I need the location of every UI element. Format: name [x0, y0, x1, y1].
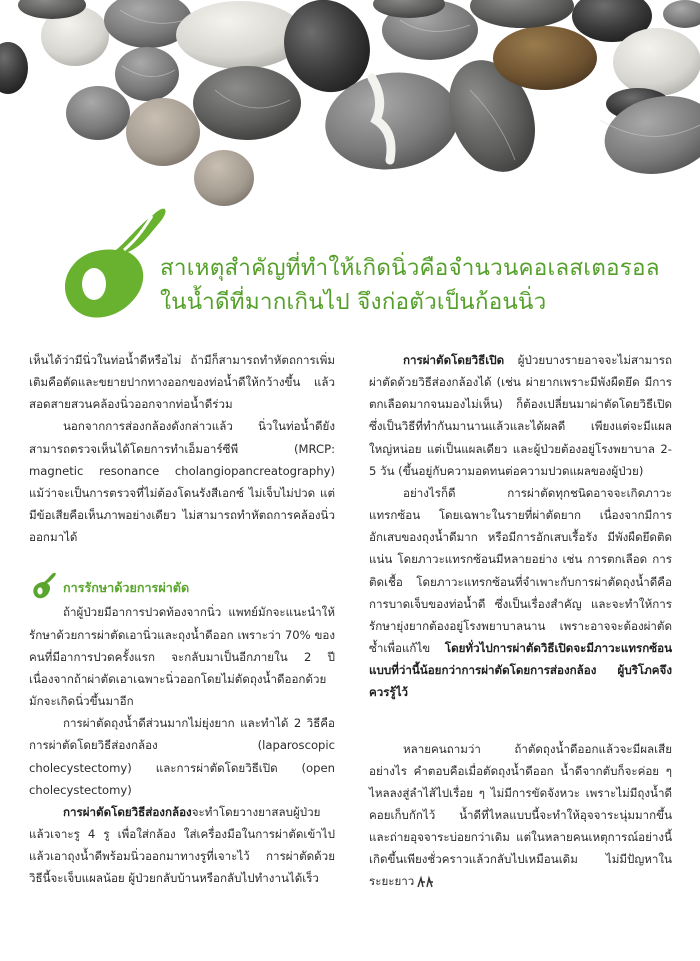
paragraph [369, 738, 672, 893]
decorative-end-mark-icon [416, 876, 434, 888]
paragraph [29, 801, 335, 890]
paragraph: ถ้าผู้ป่วยมีอาการปวดท้องจากนิ่ว แพทย์มักจะแนะนำให้รักษาด้วยการผ่าตัดเอานิ่วและถุงน้ำดีออก เพราะว่า 70% ของคนที่มีอาการปวดครั้งแรก จะกลับมาเป็นอีกภายใน 2 ปี เนื่องจากถ้าผ่าตัดเอาเฉพาะนิ่วออกโดยไม่ตัดถุงน้ำดีออกด้วย มักจะเกิดนิ่วขึ้นมาอีก [29, 605, 335, 709]
paragraph: การผ่าตัดถุงน้ำดีส่วนมากไม่ยุ่งยาก และทำได้ 2 วิธีคือ การผ่าตัดโดยวิธีส่องกล้อง (laparoscopic cholecystectomy) และการผ่าตัดโดยวิธีเปิด (open cholecystectomy) [29, 716, 335, 797]
left-column [29, 349, 335, 889]
bold-conclusion: โดยทั่วไปการผ่าตัดวิธีเปิดจะมีภาวะแทรกซ้อนแบบที่ว่านี้น้อยกว่าการผ่าตัดโดยการส่องกล้อง ผู้บริโภคจึงควรรู้ไว้ [369, 641, 672, 700]
paragraph-text: ผู้ป่วยบางรายอาจจะไม่สามารถผ่าตัดด้วยวิธีส่องกล้องได้ (เช่น ผ่ายากเพราะมีพังผืดยึด มีการตกเลือดมากจนมองไม่เห็น) ก็ต้องเปลี่ยนมาผ่าตัดโดยวิธีเปิด ซึ่งเป็นวิธีที่ทำกันมานานแล้วและได้ผลดี เพียงแต่จะมีแผลใหญ่หน่อย แต่เป็นแผลเดียว และผู้ป่วยต้องอยู่โรงพยาบาล 2-5 วัน (ขึ้นอยู่กับความอดทนต่อความปวดแผลของผู้ป่วย) [369, 353, 672, 478]
gallbladder-icon [58, 200, 170, 328]
pebbles-photo [0, 0, 700, 215]
right-column [369, 349, 672, 893]
bold-lead: การผ่าตัดโดยวิธีส่องกล้อง [63, 804, 192, 819]
headline-line-2: ในน้ำดีที่มากเกินไป จึงก่อตัวเป็นก้อนนิ่ว [160, 289, 547, 315]
section-heading [29, 577, 335, 601]
bold-lead: การผ่าตัดโดยวิธีเปิด [403, 353, 505, 367]
paragraph-text: จะทำโดยวางยาสลบผู้ป่วย แล้วเจาะรู 4 รู เพื่อใส่กล้อง ใส่เครื่องมือในการผ่าตัดเข้าไป แล้วเอาถุงน้ำดีพร้อมนิ่วออกมาทางรูที่เจาะไว้ การผ่าตัดด้วยวิธีนี้จะเจ็บแผลน้อย ผู้ป่วยกลับบ้านหรือกลับไปทำงานได้เร็ว [29, 804, 335, 886]
paragraph [369, 349, 672, 482]
paragraph: นอกจากการส่องกล้องดังกล่าวแล้ว นิ่วในท่อน้ำดียังสามารถตรวจเห็นได้โดยการทำเอ็มอาร์ซีพี (MRCP: magnetic resonance cholangiopancreatography) แม้ว่าจะเป็นการตรวจที่ไม่ต้องโดนรังสีเอกซ์ ไม่เจ็บไม่ปวด แต่มีข้อเสียคือเห็นภาพอย่างเดียว ไม่สามารถทำหัตถการคล้องนิ่วออกมาได้ [29, 419, 335, 545]
paragraph-text: อย่างไรก็ดี การผ่าตัดทุกชนิดอาจจะเกิดภาวะแทรกซ้อน โดยเฉพาะในรายที่ผ่าตัดยาก เนื่องจากมีการอักเสบของถุงน้ำดีมาก หรือมีการอักเสบเรื้อรัง มีพังผืดยึดติดแน่น โดยภาวะแทรกซ้อนมีหลายอย่าง เช่น การตกเลือด การติดเชื้อ โดยภาวะแทรกซ้อนที่จำเพาะกับการผ่าตัดถุงน้ำดีคือการบาดเจ็บของท่อน้ำดี ซึ่งเป็นเรื่องสำคัญ และจะทำให้การรักษายุ่งยากต้องอยู่โรงพยาบาลนาน เพราะอาจจะต้องผ่าตัดซ้ำเพื่อแก้ไข [369, 485, 672, 656]
gallbladder-icon [32, 571, 56, 601]
section-title: การรักษาด้วยการผ่าตัด [63, 580, 190, 596]
paragraph: เห็นได้ว่ามีนิ่วในท่อน้ำดีหรือไม่ ถ้ามีก็สามารถทำหัตถการเพิ่มเติมคือตัดและขยายปากทางออกของท่อน้ำดีให้กว้างขึ้น แล้วสอดสายสวนคล้องนิ่วออกจากท่อน้ำดีร่วม [29, 353, 335, 412]
headline-line-1: สาเหตุสำคัญที่ทำให้เกิดนิ่วคือจำนวนคอเลสเตอรอล [160, 255, 660, 281]
paragraph-text: หลายคนถามว่า ถ้าตัดถุงน้ำดีออกแล้วจะมีผลเสียอย่างไร คำตอบคือเมื่อตัดถุงน้ำดีออก น้ำดีจากตับก็จะค่อย ๆ ไหลลงสู่ลำไส้ไปเรื่อย ๆ ไม่มีการขัดจังหวะ เพราะไม่มีถุงน้ำดีคอยเก็บกักไว้ น้ำดีที่ไหลแบบนี้จะทำให้อุจจาระนุ่มมากขึ้น และถ่ายอุจจาระบ่อยกว่าเดิม แต่ในหลายคนเหตุการณ์อย่างนี้เกิดขึ้นเพียงชั่วคราวแล้วกลับไปเหมือนเดิม ไม่มีปัญหาในระยะยาว [369, 741, 672, 889]
paragraph [369, 482, 672, 704]
